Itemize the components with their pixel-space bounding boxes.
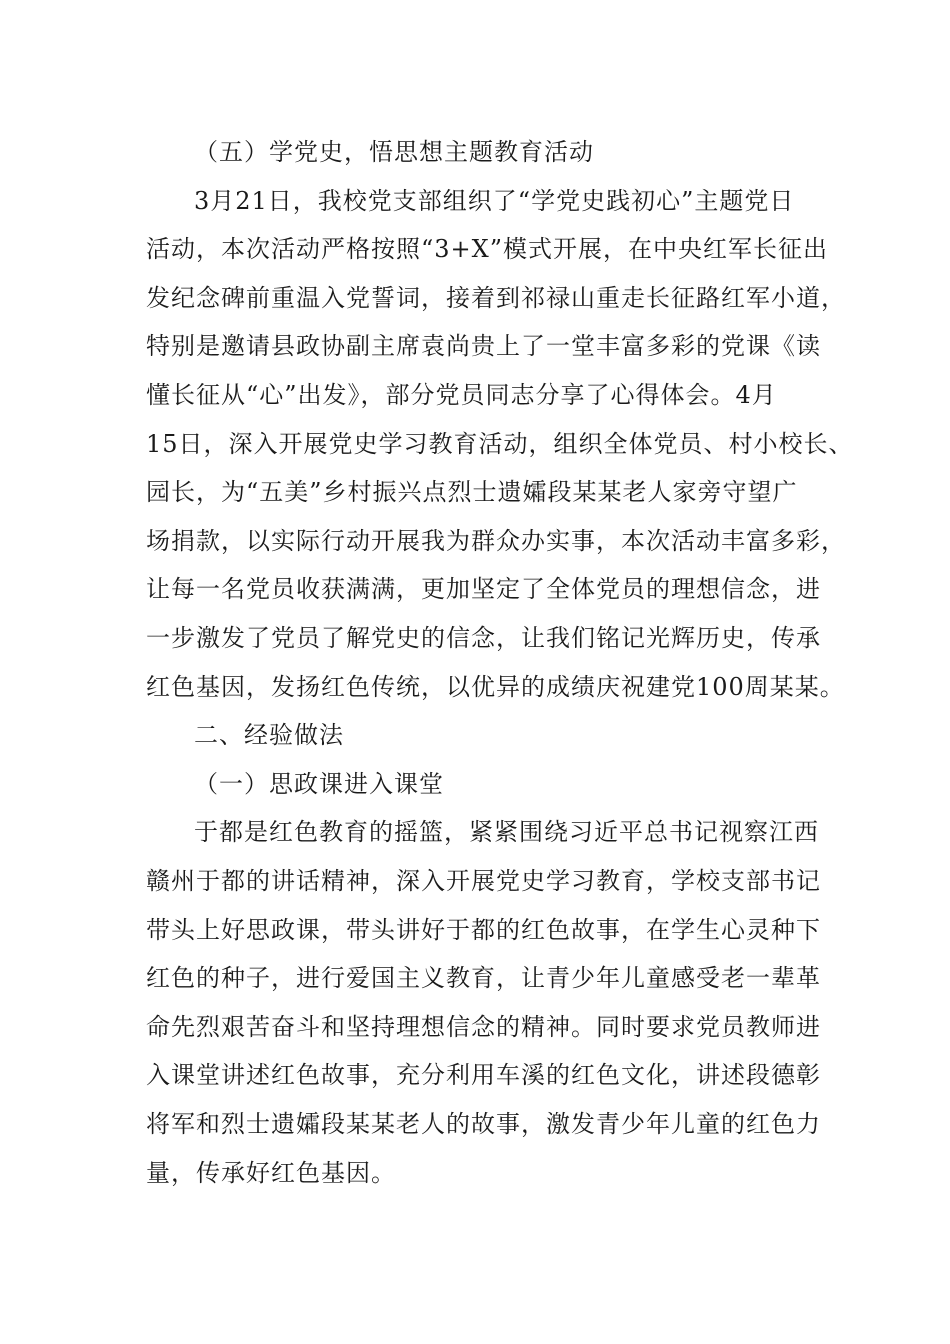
para2-line: 量，传承好红色基因。 (146, 1159, 396, 1187)
sub-one-heading: （一）思政课进入课堂 (194, 770, 444, 798)
para1-line: 一步激发了党员了解党史的信念，让我们铭记光辉历史，传承 (146, 624, 821, 652)
para1-line: 懂长征从“心”出发》，部分党员同志分享了心得体会。4月 (146, 381, 777, 409)
para2-line: 将军和烈士遗孀段某某老人的故事，激发青少年儿童的红色力 (146, 1110, 821, 1138)
para1-line: 发纪念碑前重温入党誓词，接着到祁禄山重走长征路红军小道， (146, 284, 846, 312)
para1-line: 园长，为“五美”乡村振兴点烈士遗孀段某某老人家旁守望广 (146, 478, 798, 506)
para2-line: 于都是红色教育的摇篮，紧紧围绕习近平总书记视察江西 (194, 818, 819, 846)
para1-line: 红色基因，发扬红色传统，以优异的成绩庆祝建党100周某某。 (146, 673, 845, 701)
para1-line: 场捐款，以实际行动开展我为群众办实事，本次活动丰富多彩， (146, 527, 846, 555)
para2-line: 命先烈艰苦奋斗和坚持理想信念的精神。同时要求党员教师进 (146, 1013, 821, 1041)
para1-line: 3月21日，我校党支部组织了“学党史践初心”主题党日 (194, 187, 795, 215)
para2-line: 带头上好思政课，带头讲好于都的红色故事，在学生心灵种下 (146, 916, 821, 944)
section-two-heading: 二、经验做法 (194, 721, 344, 749)
para1-line: 让每一名党员收获满满，更加坚定了全体党员的理想信念，进 (146, 575, 821, 603)
para2-line: 赣州于都的讲话精神，深入开展党史学习教育，学校支部书记 (146, 867, 821, 895)
para1-line: 特别是邀请县政协副主席袁尚贵上了一堂丰富多彩的党课《读 (146, 332, 821, 360)
para1-line: 活动，本次活动严格按照“3+X”模式开展，在中央红军长征出 (146, 235, 829, 263)
para2-line: 入课堂讲述红色故事，充分利用车溪的红色文化，讲述段德彰 (146, 1061, 821, 1089)
para2-line: 红色的种子，进行爱国主义教育，让青少年儿童感受老一辈革 (146, 964, 821, 992)
para1-line: 15日，深入开展党史学习教育活动，组织全体党员、村小校长、 (146, 430, 854, 458)
section-five-heading: （五）学党史，悟思想主题教育活动 (194, 138, 594, 166)
